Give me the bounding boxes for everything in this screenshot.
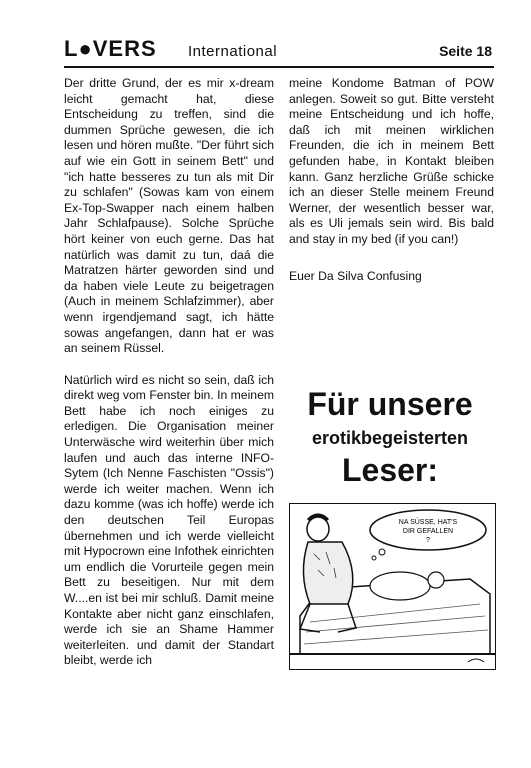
thought-dot <box>372 556 376 560</box>
ad-headline-line-2: erotikbegeisterten <box>311 428 469 448</box>
magazine-logo-subtitle: International <box>188 43 278 60</box>
left-paragraph-2: Natürlich wird es nicht so sein, daß ich direkt weg vom Fenster bin. In meinem Bett habe ich noch einiges zu erledigen. Die Organisation meiner Unterwäsche wird weiterhin über mich laufen und auch das interne INFO-Sytem (Ich Nenne Faschisten "Ossis") werde ich weiter machen. Wenn ich dazu komme (was ich hoffe) werde ich den deutschen Teil Europas übernehmen und ich werde vielleicht mit Hypocrown eine Infothek einrichten um endlich die Vorurteile gegen mein Bett zu beseitigen. Nur mit dem W....en ist bei mir schluß. Damit meine Kontakte aber nicht ganz einschlafen, werde ich sie an Shame Hammer weiterleiten. und damit der Standart bleibt, werde ich <box>64 372 275 668</box>
right-column <box>289 76 494 260</box>
speech-bubble-line-2: DIR GEFALLEN <box>402 528 454 535</box>
speech-bubble-line-3: ? <box>426 537 430 544</box>
ad-headline-line-3: Leser: <box>341 452 439 488</box>
woman-head <box>428 572 444 588</box>
cartoon-illustration <box>289 503 496 670</box>
masthead <box>64 36 494 68</box>
right-paragraph-1: meine Kondome Batman of POW anlegen. Soweit so gut. Bitte versteht meine Entscheidung und ich hoffe, daß ich mit meinen wirklichen Freunden, die ich in meinem Bett gefunden habe, in Kontakt bleiben kann. Ganz herzliche Grüße schicke ich an dieser Stelle meinem Freund Werner, der wesentlich besser war, als es Uli jemals sein wird. Bis bald and stay in my bed (if you can!) <box>289 76 494 246</box>
artist-mark <box>468 659 484 662</box>
man-body <box>303 542 352 604</box>
cartoon-drawing <box>290 504 495 669</box>
signature: Euer Da Silva Confusing <box>289 269 422 283</box>
thought-dot <box>379 549 385 555</box>
speech-bubble-line-1: NA SÜSSE, HAT'S <box>398 519 458 526</box>
left-column <box>64 76 274 681</box>
page-number: Seite 18 <box>439 43 492 59</box>
magazine-logo: L●VERS <box>64 36 157 61</box>
ad-headline-line-1: Für unsere <box>307 386 473 422</box>
woman-figure <box>370 572 430 600</box>
left-paragraph-1: Der dritte Grund, der es mir x-dream leicht gemacht hat, diese Entscheidung zu treffen, sind die dummen Sprüche gewesen, die ich lesen und hören mußte. "Der führt sich auf wie ein Gott in seinem Bett" und "ich hatte besseres zu tun als mit Dir zu schlafen" (Sowas kam von einem Ex-Top-Swapper nach einem halben Jahr Schlafpause). Solche Sprüche hört keiner von euch gerne. Das hat natürlich was damit zu tun, daá die Matratzen härter geworden sind und da haben viele Leute zu beigetragen (Auch in meinem Schlafzimmer), aber wenn irgendjemand sagt, ich hätte sowas angefangen, dann hat er was an seinem Rüssel. <box>64 76 274 356</box>
man-head <box>307 517 329 541</box>
